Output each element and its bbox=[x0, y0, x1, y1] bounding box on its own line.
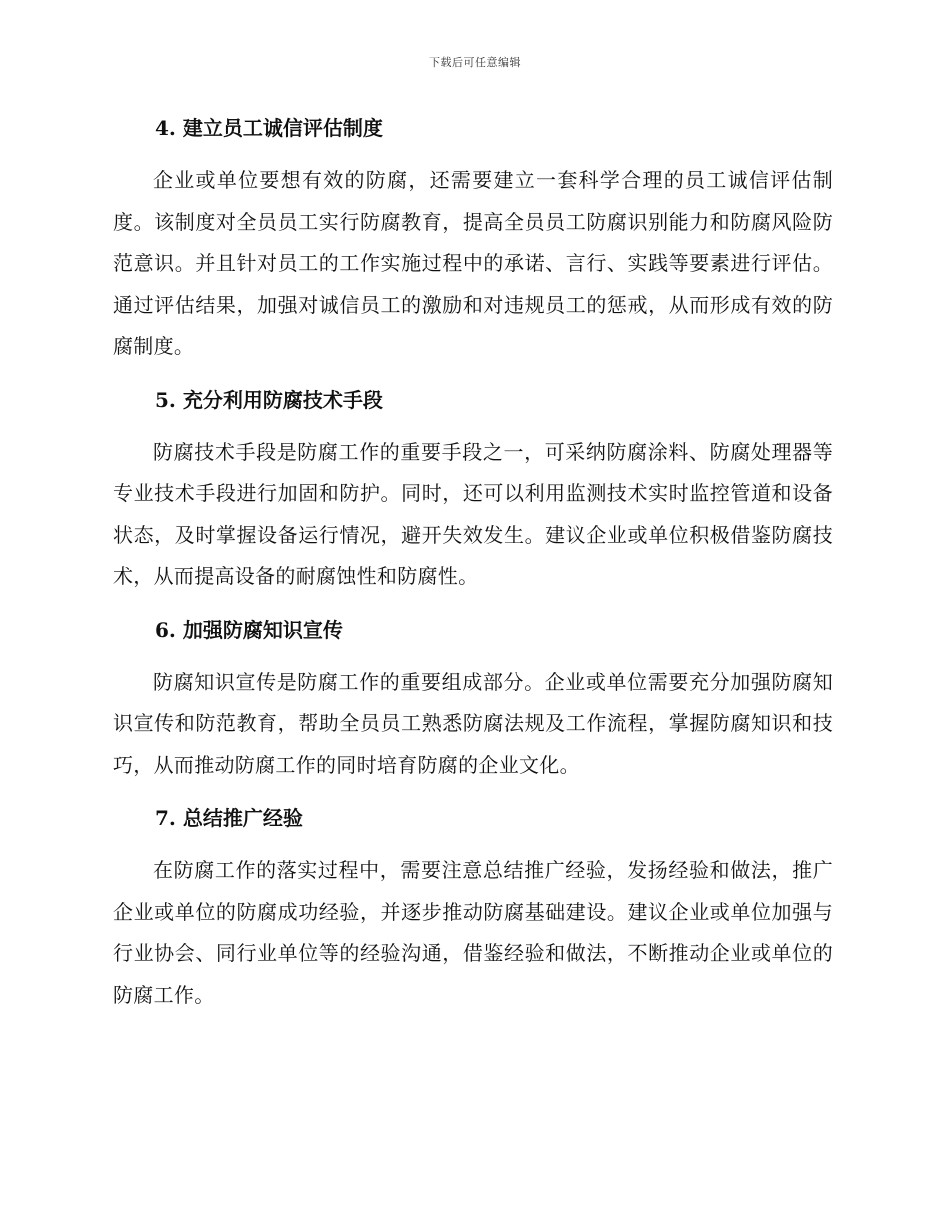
section-gap bbox=[113, 148, 833, 160]
section-gap bbox=[113, 650, 833, 662]
page-header: 下载后可任意编辑 bbox=[429, 56, 521, 69]
section-6 bbox=[113, 610, 833, 787]
section-paragraph: 企业或单位要想有效的防腐，还需要建立一套科学合理的员工诚信评估制度。该制度对全员员工实行防腐教育，提高全员员工防腐识别能力和防腐风险防范意识。并且针对员工的工作实施过程中的承诺、言行、实践等要素进行评估。通过评估结果，加强对诚信员工的激励和对违规员工的惩戒，从而形成有效的防腐制度。 bbox=[113, 168, 833, 358]
section-gap bbox=[113, 420, 833, 432]
section-title: 4. 建立员工诚信评估制度 bbox=[155, 116, 383, 140]
section-paragraph: 防腐知识宣传是防腐工作的重要组成部分。企业或单位需要充分加强防腐知识宣传和防范教育，帮助全员员工熟悉防腐法规及工作流程，掌握防腐知识和技巧，从而推动防腐工作的同时培育防腐的企业文化。 bbox=[113, 669, 833, 777]
section-5 bbox=[113, 380, 833, 598]
section-paragraph: 在防腐工作的落实过程中，需要注意总结推广经验，发扬经验和做法，推广企业或单位的防腐成功经验，并逐步推动防腐基础建设。建议企业或单位加强与行业协会、同行业单位等的经验沟通，借鉴经验和做法，不断推动企业或单位的防腐工作。 bbox=[113, 858, 833, 1007]
section-title: 7. 总结推广经验 bbox=[155, 806, 303, 830]
section-paragraph: 防腐技术手段是防腐工作的重要手段之一，可采纳防腐涂料、防腐处理器等专业技术手段进行加固和防护。同时，还可以利用监测技术实时监控管道和设备状态，及时掌握设备运行情况，避开失效发生。建议企业或单位积极借鉴防腐技术，从而提高设备的耐腐蚀性和防腐性。 bbox=[113, 439, 833, 588]
document-body bbox=[113, 108, 833, 1016]
section-title: 5. 充分利用防腐技术手段 bbox=[155, 387, 383, 412]
section-title: 6. 加强防腐知识宣传 bbox=[155, 617, 343, 642]
section-gap bbox=[113, 838, 833, 850]
section-gap bbox=[113, 368, 833, 380]
section-gap bbox=[113, 598, 833, 610]
section-4 bbox=[113, 108, 833, 368]
section-gap bbox=[113, 786, 833, 798]
section-7 bbox=[113, 798, 833, 1016]
